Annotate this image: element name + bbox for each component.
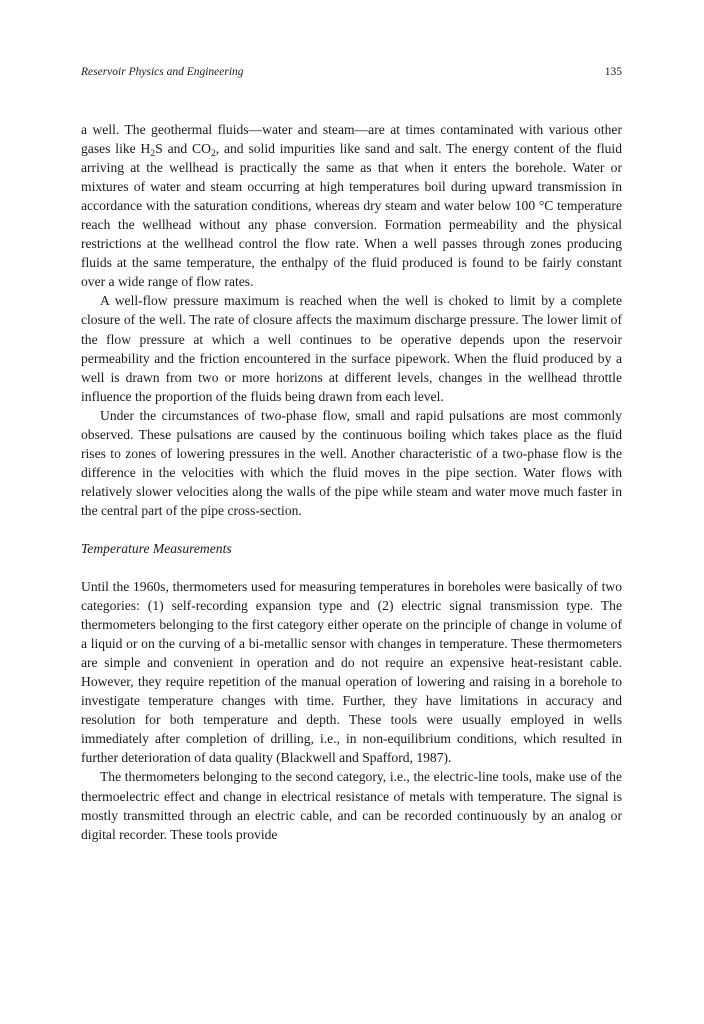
body-text bbox=[81, 120, 622, 844]
running-title: Reservoir Physics and Engineering bbox=[81, 66, 244, 78]
subscript-h2s: 2 bbox=[150, 149, 156, 160]
paragraph-1-part-c: , and solid impurities like sand and salt. The energy content of the fluid arriving at the wellhead is practically the same as that when it enters the borehole. Water or mixtures of water and steam occurring at high temperatures boil during upward transmission in accordance with the saturation conditions, whereas dry steam and water below 100 °C temperature reach the wellhead without any phase conversion. Formation permeability and the physical restrictions at the wellhead control the flow rate. When a well passes through zones producing fluids at the same temperature, the enthalpy of the fluid produced is found to be fairly constant over a wide range of flow rates. bbox=[81, 141, 623, 290]
paragraph-4: Until the 1960s, thermometers used for measuring temperatures in boreholes were basically of two categories: (1) self-recording expansion type and (2) electric signal transmission type. The thermometers belonging to the first category either operate on the principle of change in volume of a liquid or on the curving of a bi-metallic sensor with changes in temperature. These thermometers are simple and convenient in operation and do not require an expensive heat-resistant cable. However, they require repetition of the manual operation of lowering and raising in a borehole to investigate temperature changes with time. Further, they have limitations in accuracy and resolution for both temperature and depth. These tools were usually employed in wells immediately after completion of drilling, i.e., in non-equilibrium conditions, which resulted in further deterioration of data quality (Blackwell and Spafford, 1987). bbox=[81, 578, 622, 766]
section-heading: Temperature Measurements bbox=[81, 540, 232, 556]
running-header bbox=[81, 66, 622, 82]
paragraph-1-part-a: a well. The geothermal fluids—water and steam—are at times contaminated with various other gases like H bbox=[81, 122, 622, 157]
page-number: 135 bbox=[604, 66, 622, 78]
book-page bbox=[81, 66, 622, 844]
paragraph-1 bbox=[81, 120, 622, 291]
paragraph-3: Under the circumstances of two-phase flow, small and rapid pulsations are most commonly observed. These pulsations are caused by the continuous boiling which takes place as the fluid rises to zones of lowering pressures in the well. Another characteristic of a two-phase flow is the difference in the velocities with which the fluid moves in the pipe section. Water flows with relatively slower velocities along the walls of the pipe while steam and water move much faster in the central part of the pipe cross-section. bbox=[81, 407, 622, 518]
subscript-co2: 2 bbox=[210, 149, 216, 160]
paragraph-5: The thermometers belonging to the second category, i.e., the electric-line tools, make use of the thermoelectric effect and change in electrical resistance of metals with temperature. The signal is mostly transmitted through an electric cable, and can be recorded continuously by an analog or digital recorder. These tools provide bbox=[81, 769, 622, 842]
paragraph-1-part-b: S and CO bbox=[155, 141, 211, 157]
paragraph-2: A well-flow pressure maximum is reached when the well is choked to limit by a complete closure of the well. The rate of closure affects the maximum discharge pressure. The lower limit of the flow pressure at which a well continues to be operative depends upon the reservoir permeability and the friction encountered in the surface pipework. When the fluid produced by a well is drawn from two or more horizons at different levels, changes in the wellhead throttle influence the proportion of the fluids being drawn from each level. bbox=[81, 293, 622, 404]
